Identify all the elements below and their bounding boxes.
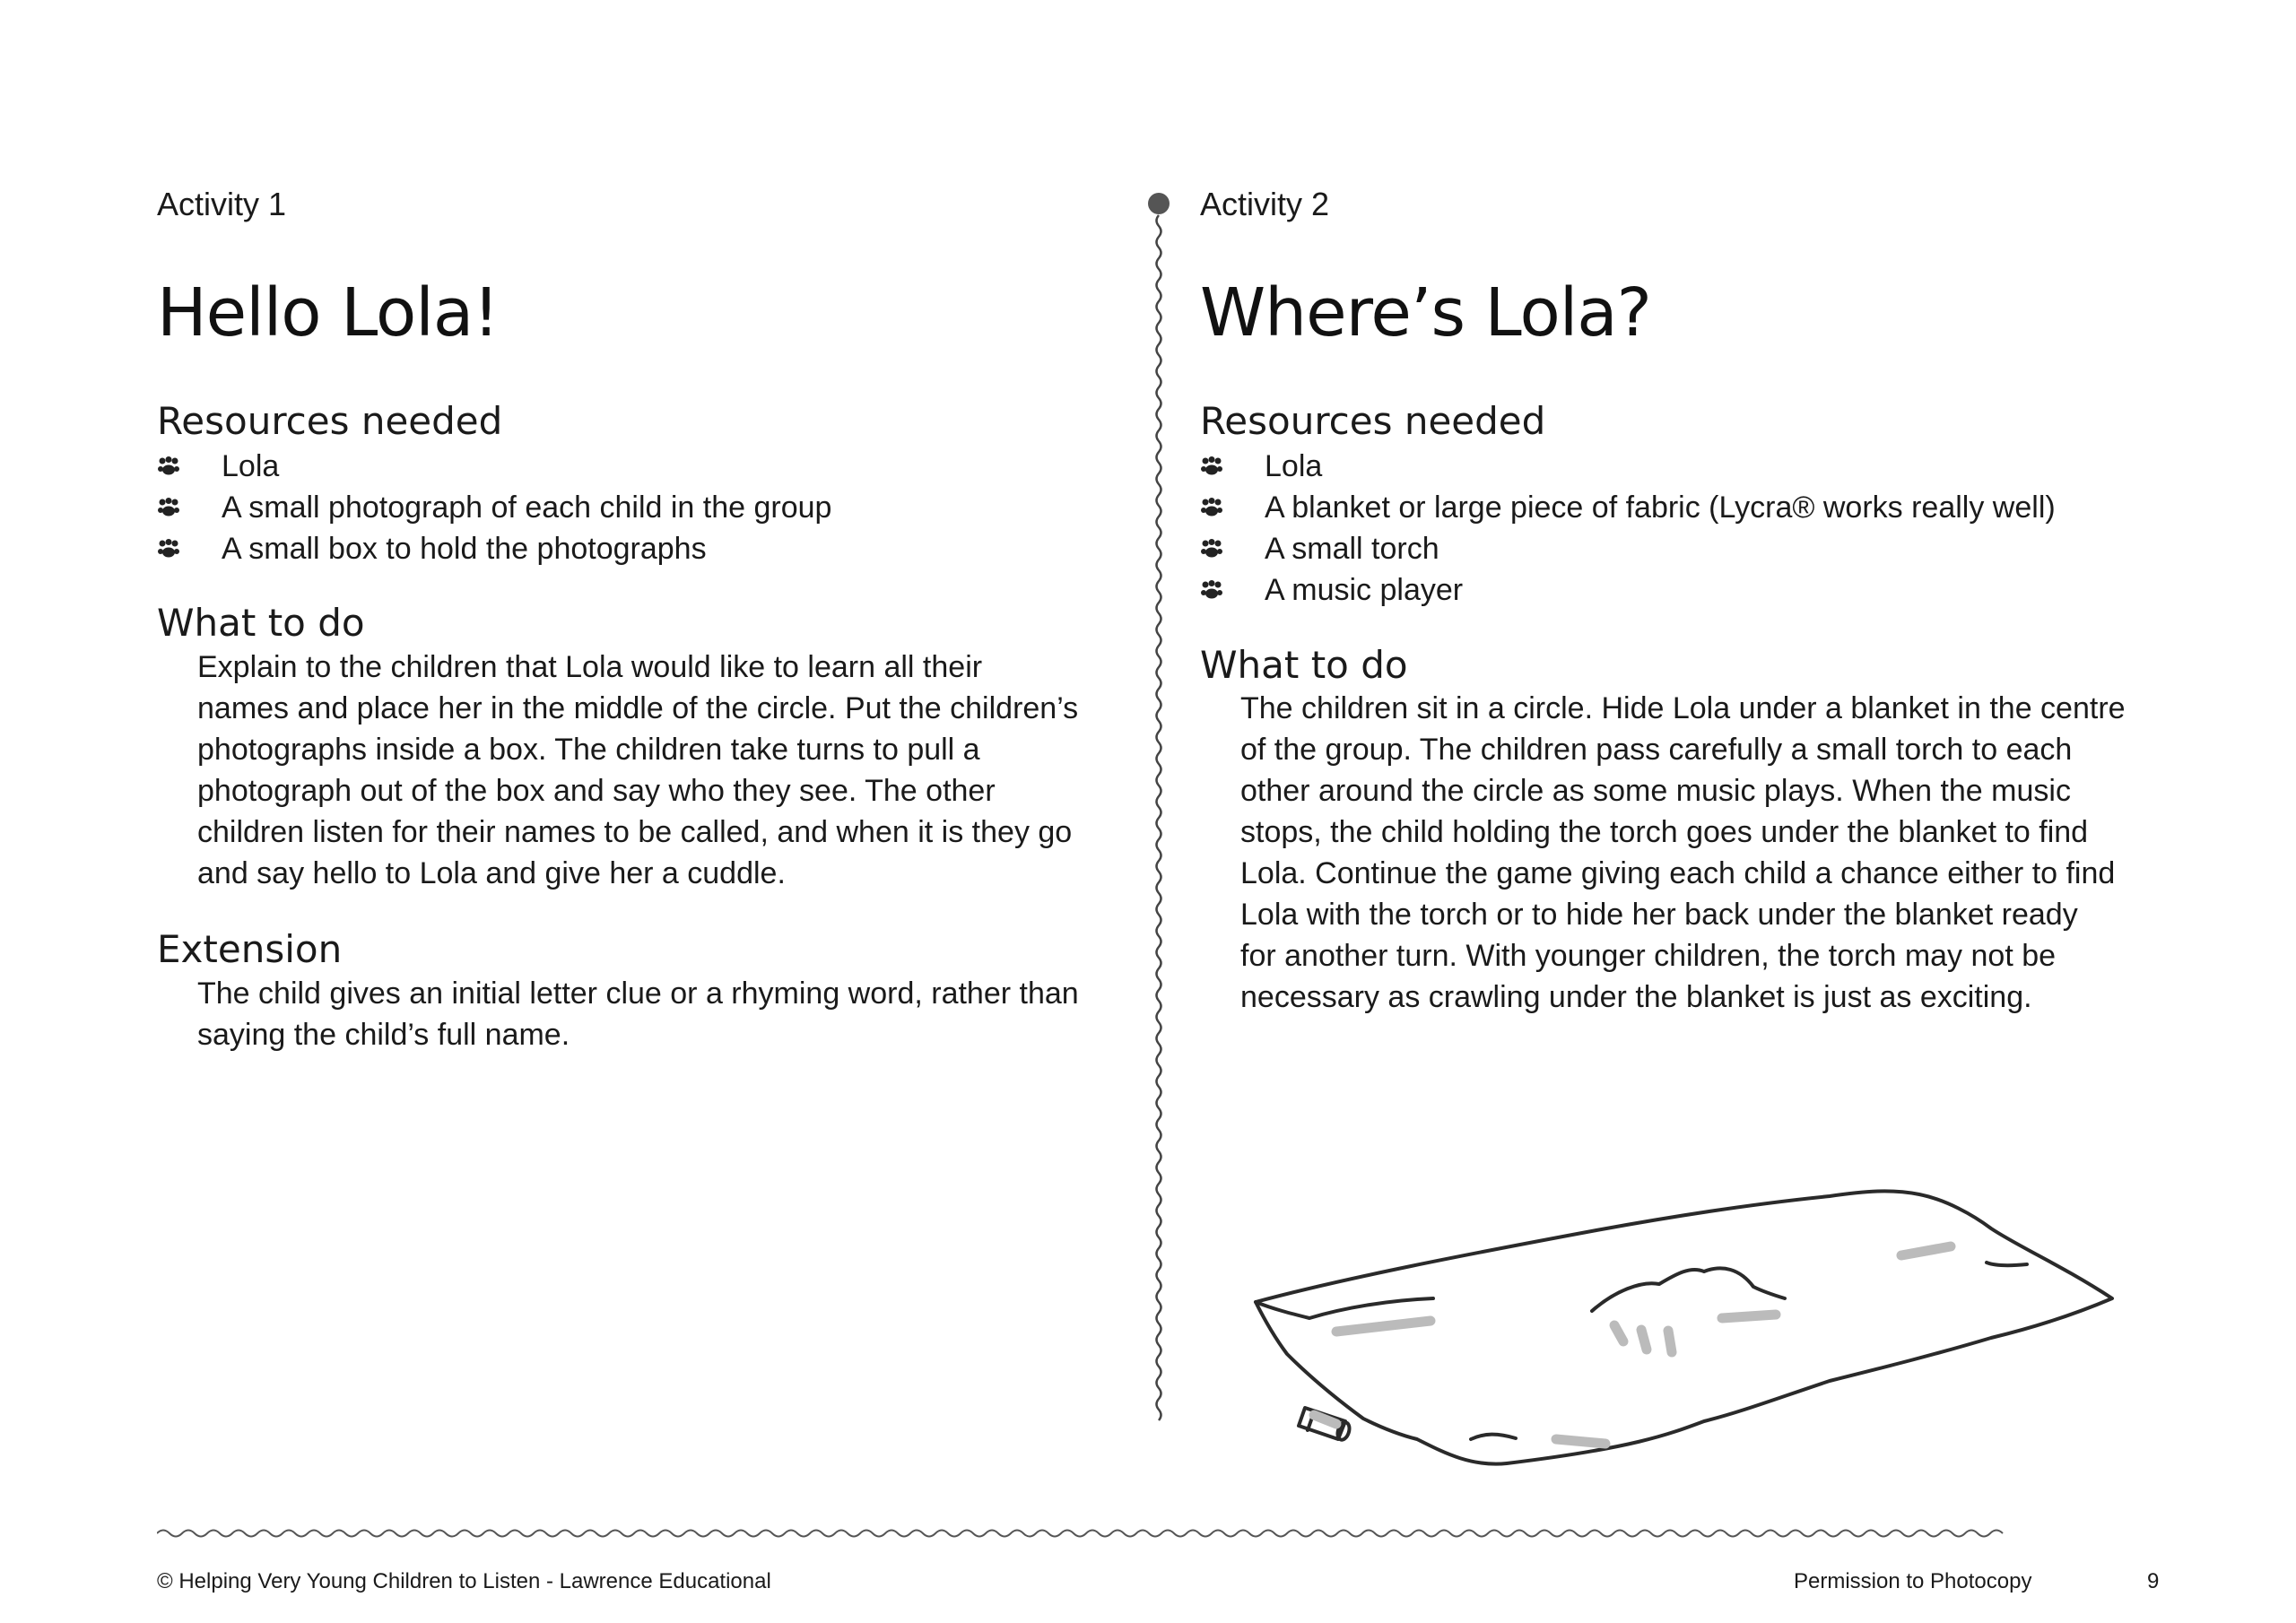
text-line: photographs inside a box. The children take turns to pull a [197,733,980,767]
text-line: children listen for their names to be called, and when it is they go [197,815,1073,849]
what-to-do-heading: What to do [157,601,365,645]
paw-print-icon [157,498,180,517]
list-item [1200,569,2056,611]
text-line: Explain to the children that Lola would like to learn all their [197,650,983,684]
list-item [157,446,831,487]
resource-text: Lola [222,449,280,483]
text-line: other around the circle as some music plays. When the music [1240,774,2071,808]
paw-print-icon [157,456,180,476]
footer-permission: Permission to Photocopy [1794,1569,2032,1593]
text-line: Lola with the torch or to hide her back under the blanket ready [1240,898,2078,932]
pin-dot-icon [1148,193,1170,214]
what-to-do-text [197,647,1078,894]
extension-text [197,973,1079,1055]
text-line: photograph out of the box and say who they see. The other [197,774,996,808]
resources-list [1200,446,2056,611]
what-to-do-heading: What to do [1200,643,1408,687]
text-line: saying the child’s full name. [197,1018,570,1052]
extension-heading: Extension [157,927,343,971]
what-to-do-text [1240,688,2126,1018]
activity-label: Activity 1 [157,186,287,222]
text-line: The child gives an initial letter clue or a rhyming word, rather than [197,976,1079,1011]
list-item [157,487,831,528]
paw-print-icon [1200,456,1223,476]
resources-heading: Resources needed [157,399,503,443]
paw-print-icon [157,539,180,559]
column-divider [1141,188,1177,1471]
resources-list [157,446,831,569]
resource-text: Lola [1265,449,1323,483]
blanket-illustration [1238,1166,2117,1471]
text-line: necessary as crawling under the blanket is just as exciting. [1240,980,2032,1014]
page-number: 9 [2147,1569,2160,1593]
list-item [157,528,831,569]
resource-text: A small photograph of each child in the group [222,490,832,525]
footer-copyright: © Helping Very Young Children to Listen - Lawrence Educational [157,1569,771,1593]
activity-title: Where’s Lola? [1200,274,1651,352]
paw-print-icon [1200,539,1223,559]
blanket-fold [1256,1298,1433,1318]
text-line: names and place her in the middle of the circle. Put the children’s [197,691,1079,725]
paw-print-icon [1200,498,1223,517]
text-line: The children sit in a circle. Hide Lola under a blanket in the centre [1240,691,2126,725]
list-item [1200,487,2056,528]
resource-text: A music player [1265,573,1464,607]
list-item [1200,528,2056,569]
footer-wavy-rule [157,1524,2166,1542]
resource-text: A blanket or large piece of fabric (Lycra® works really well) [1265,490,2056,525]
resource-text: A small box to hold the photographs [222,532,707,566]
resource-text: A small torch [1265,532,1439,566]
text-line: and say hello to Lola and give her a cuddle. [197,856,786,890]
activity-label: Activity 2 [1200,186,1330,222]
text-line: Lola. Continue the game giving each child a chance either to find [1240,856,2116,890]
activity-title: Hello Lola! [157,274,499,352]
blanket-edge-fold [1471,1435,1516,1439]
blanket-wrinkle [1987,1263,2027,1265]
list-item [1200,446,2056,487]
text-line: for another turn. With younger children, the torch may not be [1240,939,2057,973]
resources-heading: Resources needed [1200,399,1546,443]
text-line: of the group. The children pass carefully a small torch to each [1240,733,2073,767]
lola-hump [1592,1268,1785,1311]
paw-print-icon [1200,580,1223,600]
text-line: stops, the child holding the torch goes under the blanket to find [1240,815,2089,849]
